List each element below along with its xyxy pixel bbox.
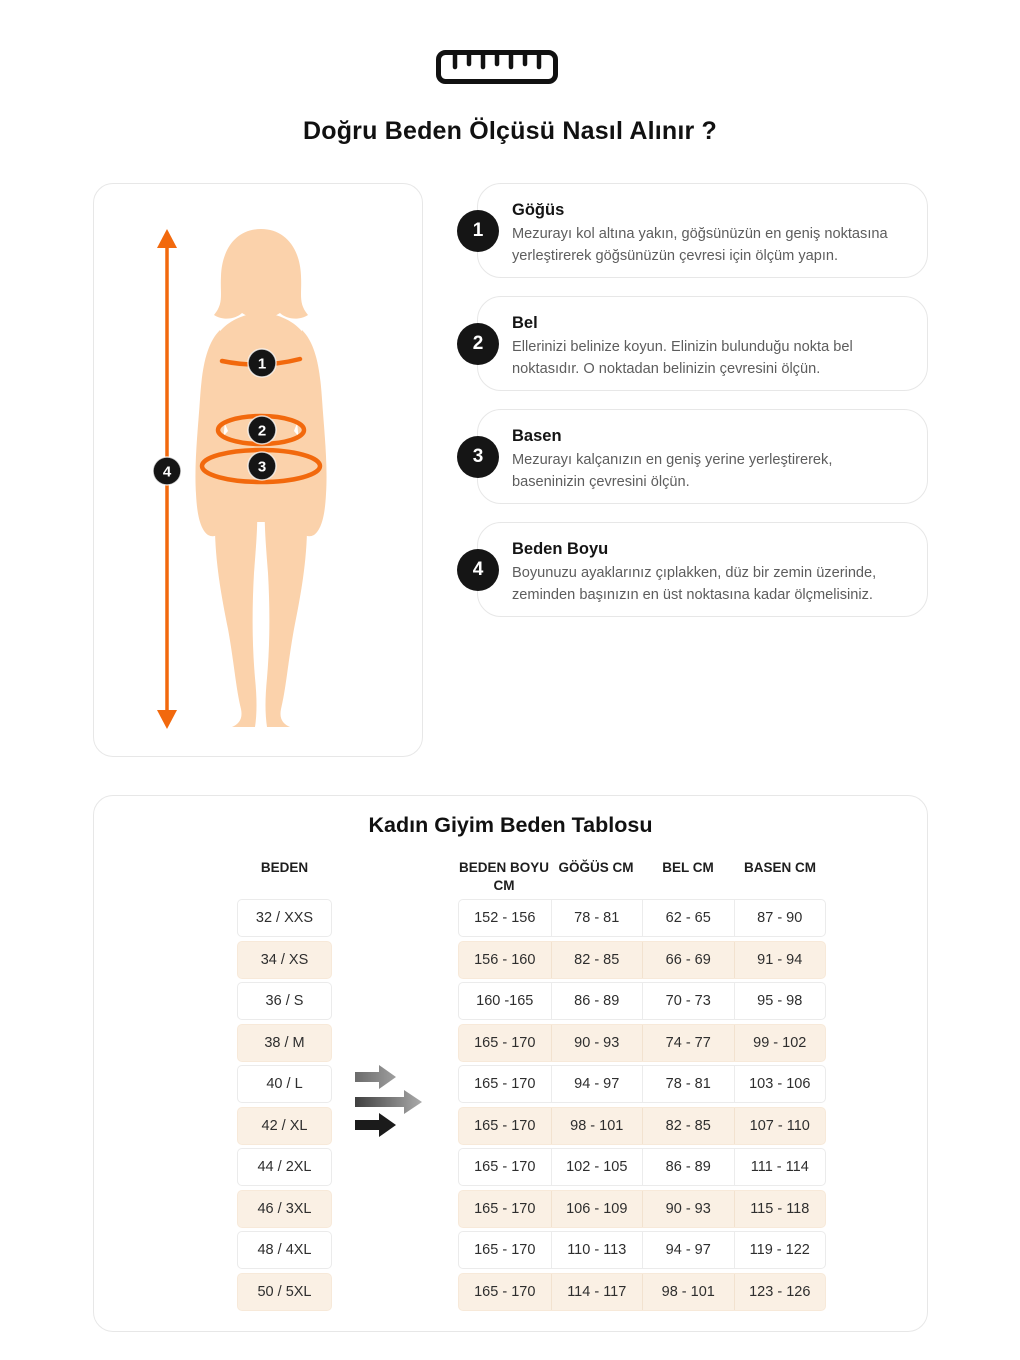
waist-cell: 78 - 81 bbox=[642, 1066, 734, 1102]
size-table-rows bbox=[237, 899, 927, 1311]
waist-cell: 82 - 85 bbox=[642, 1108, 734, 1144]
figure-marker-4 bbox=[153, 457, 181, 485]
size-cell: 40 / L bbox=[237, 1065, 332, 1103]
hip-cell: 99 - 102 bbox=[734, 1025, 826, 1061]
chest-cell: 94 - 97 bbox=[551, 1066, 643, 1102]
size-cell: 36 / S bbox=[237, 982, 332, 1020]
hip-cell: 119 - 122 bbox=[734, 1232, 826, 1268]
column-header-basen: BASEN CM bbox=[743, 860, 816, 875]
step-number-badge: 1 bbox=[457, 210, 499, 252]
table-row bbox=[237, 1273, 927, 1311]
chest-cell: 86 - 89 bbox=[551, 983, 643, 1019]
step-number-badge: 3 bbox=[457, 436, 499, 478]
step-card-bel bbox=[472, 296, 928, 391]
svg-text:2: 2 bbox=[257, 422, 267, 440]
height-cell: 165 - 170 bbox=[474, 1283, 536, 1300]
table-row bbox=[237, 1107, 927, 1145]
step-number-badge: 4 bbox=[457, 549, 499, 591]
table-row bbox=[237, 982, 927, 1020]
body-silhouette-illustration bbox=[94, 184, 424, 758]
table-row bbox=[237, 941, 927, 979]
waist-cell: 62 - 65 bbox=[642, 900, 734, 936]
hip-cell: 91 - 94 bbox=[734, 942, 826, 978]
figure-leg-left bbox=[215, 499, 257, 727]
column-header-beden-boyu: BEDEN BOYU CM bbox=[458, 860, 549, 894]
height-cell: 165 - 170 bbox=[474, 1200, 536, 1217]
step-title: Göğüs bbox=[512, 201, 565, 219]
step-title: Basen bbox=[512, 427, 562, 445]
chest-cell: 102 - 105 bbox=[551, 1149, 643, 1185]
chest-cell: 98 - 101 bbox=[551, 1108, 643, 1144]
hip-cell: 123 - 126 bbox=[734, 1274, 826, 1310]
height-cell: 165 - 170 bbox=[474, 1159, 536, 1176]
figure-marker-3 bbox=[248, 452, 276, 480]
table-row bbox=[237, 899, 927, 937]
step-card-gogus bbox=[472, 183, 928, 278]
table-row bbox=[237, 1190, 927, 1228]
size-cell: 50 / 5XL bbox=[237, 1273, 332, 1311]
hip-cell: 111 - 114 bbox=[734, 1149, 826, 1185]
waist-cell: 70 - 73 bbox=[642, 983, 734, 1019]
step-card-basen bbox=[472, 409, 928, 504]
table-row bbox=[237, 1065, 927, 1103]
height-cell: 165 - 170 bbox=[474, 1117, 536, 1134]
column-header-bel: BEL CM bbox=[662, 860, 714, 875]
body-measurement-figure bbox=[93, 183, 423, 757]
height-cell: 160 -165 bbox=[476, 993, 534, 1010]
chest-cell: 90 - 93 bbox=[551, 1025, 643, 1061]
height-cell: 165 - 170 bbox=[474, 1034, 536, 1051]
size-cell: 34 / XS bbox=[237, 941, 332, 979]
size-cell: 42 / XL bbox=[237, 1107, 332, 1145]
step-description: Ellerinizi belinize koyun. Elinizin bulunduğu nokta bel noktasıdır. O noktadan belinizin çevresini ölçün. bbox=[512, 339, 853, 377]
height-cell: 156 - 160 bbox=[474, 951, 536, 968]
hip-cell: 87 - 90 bbox=[734, 900, 826, 936]
svg-text:4: 4 bbox=[162, 463, 172, 481]
height-cell: 165 - 170 bbox=[474, 1242, 536, 1259]
size-table-header bbox=[237, 859, 927, 895]
height-cell: 165 - 170 bbox=[474, 1076, 536, 1093]
step-number-badge: 2 bbox=[457, 323, 499, 365]
chest-cell: 78 - 81 bbox=[551, 900, 643, 936]
measurement-steps bbox=[472, 183, 928, 635]
size-cell: 32 / XXS bbox=[237, 899, 332, 937]
figure-marker-1 bbox=[248, 349, 276, 377]
column-header-gogus: GÖĞÜS CM bbox=[558, 860, 634, 875]
size-cell: 38 / M bbox=[237, 1024, 332, 1062]
size-table-title: Kadın Giyim Beden Tablosu bbox=[368, 813, 653, 837]
hip-cell: 107 - 110 bbox=[734, 1108, 826, 1144]
column-header-beden: BEDEN bbox=[260, 860, 309, 875]
ruler-icon bbox=[436, 50, 558, 84]
size-indicator-arrows-icon bbox=[352, 1062, 430, 1140]
size-cell: 44 / 2XL bbox=[237, 1148, 332, 1186]
waist-cell: 94 - 97 bbox=[642, 1232, 734, 1268]
step-title: Bel bbox=[512, 314, 538, 332]
chest-cell: 106 - 109 bbox=[551, 1191, 643, 1227]
hip-cell: 115 - 118 bbox=[734, 1191, 826, 1227]
hip-cell: 95 - 98 bbox=[734, 983, 826, 1019]
step-description: Mezurayı kalçanızın en geniş yerine yerleştirerek, baseninizin çevresini ölçün. bbox=[512, 452, 833, 490]
figure-leg-right bbox=[265, 499, 307, 727]
step-description: Mezurayı kol altına yakın, göğsünüzün en geniş noktasına yerleştirerek göğsünüzün çevresi için ölçüm yapın. bbox=[512, 226, 888, 264]
hip-cell: 103 - 106 bbox=[734, 1066, 826, 1102]
size-cell: 48 / 4XL bbox=[237, 1231, 332, 1269]
step-card-beden-boyu bbox=[472, 522, 928, 617]
size-cell: 46 / 3XL bbox=[237, 1190, 332, 1228]
size-table-card bbox=[93, 795, 928, 1332]
svg-text:3: 3 bbox=[257, 458, 267, 476]
waist-cell: 86 - 89 bbox=[642, 1149, 734, 1185]
waist-cell: 66 - 69 bbox=[642, 942, 734, 978]
page-title: Doğru Beden Ölçüsü Nasıl Alınır ? bbox=[302, 117, 718, 145]
svg-text:1: 1 bbox=[257, 355, 267, 373]
waist-cell: 98 - 101 bbox=[642, 1274, 734, 1310]
chest-cell: 110 - 113 bbox=[551, 1232, 643, 1268]
height-cell: 152 - 156 bbox=[474, 910, 536, 927]
waist-cell: 74 - 77 bbox=[642, 1025, 734, 1061]
figure-marker-2 bbox=[248, 416, 276, 444]
table-row bbox=[237, 1024, 927, 1062]
table-row bbox=[237, 1231, 927, 1269]
waist-cell: 90 - 93 bbox=[642, 1191, 734, 1227]
step-description: Boyunuzu ayaklarınız çıplakken, düz bir zemin üzerinde, zeminden başınızın en üst noktasına kadar ölçmelisiniz. bbox=[512, 565, 877, 603]
step-title: Beden Boyu bbox=[512, 540, 609, 558]
chest-cell: 114 - 117 bbox=[551, 1274, 643, 1310]
table-row bbox=[237, 1148, 927, 1186]
chest-cell: 82 - 85 bbox=[551, 942, 643, 978]
